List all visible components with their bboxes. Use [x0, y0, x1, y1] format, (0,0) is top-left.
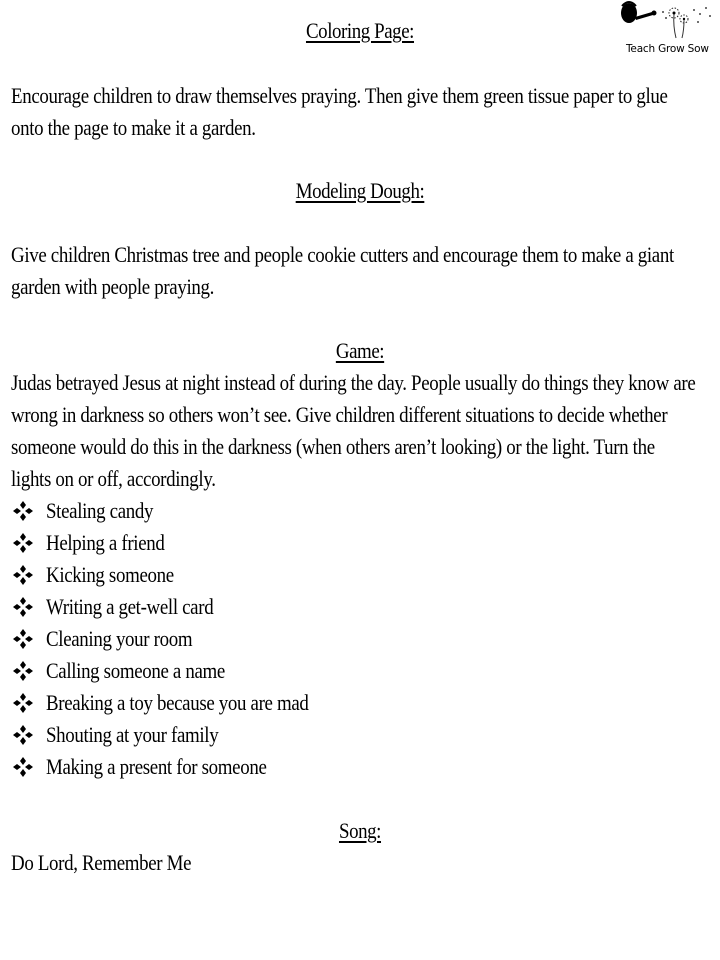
text-line: wrong in darkness so others won’t see. Give children different situations to decide whether	[11, 402, 668, 427]
text-line: Encourage children to draw themselves praying. Then give them green tissue paper to glue	[11, 83, 668, 108]
four-diamond-bullet-icon	[11, 563, 35, 587]
list-item	[11, 591, 351, 623]
list-item-label: Calling someone a name	[46, 658, 225, 683]
text-line: lights on or off, accordingly.	[11, 466, 216, 491]
text-line: Judas betrayed Jesus at night instead of during the day. People usually do things they know are	[11, 370, 696, 395]
four-diamond-bullet-icon	[11, 499, 35, 523]
game-heading: Game:	[335, 338, 385, 363]
four-diamond-bullet-icon	[11, 691, 35, 715]
list-item	[11, 495, 351, 527]
four-diamond-bullet-icon	[11, 531, 35, 555]
list-item-label: Shouting at your family	[46, 722, 219, 747]
song-heading: Song:	[338, 818, 382, 843]
coloring-page-heading: Coloring Page:	[305, 18, 415, 43]
modeling-dough-heading: Modeling Dough:	[295, 178, 425, 203]
list-item	[11, 623, 351, 655]
situation-list	[11, 495, 351, 783]
list-item	[11, 751, 351, 783]
four-diamond-bullet-icon	[11, 755, 35, 779]
list-item-label: Helping a friend	[46, 530, 165, 555]
list-item-label: Stealing candy	[46, 498, 154, 523]
game-text	[11, 367, 708, 495]
modeling-dough-text	[11, 239, 708, 303]
list-item-label: Kicking someone	[46, 562, 174, 587]
four-diamond-bullet-icon	[11, 595, 35, 619]
song-text	[11, 847, 708, 879]
list-item	[11, 719, 351, 751]
text-line: onto the page to make it a garden.	[11, 115, 256, 140]
list-item	[11, 655, 351, 687]
list-item-label: Breaking a toy because you are mad	[46, 690, 309, 715]
list-item	[11, 559, 351, 591]
four-diamond-bullet-icon	[11, 659, 35, 683]
logo-text: Teach Grow Sow	[626, 43, 709, 55]
list-item-label: Cleaning your room	[46, 626, 193, 651]
list-item-label: Writing a get-well card	[46, 594, 214, 619]
four-diamond-bullet-icon	[11, 723, 35, 747]
text-line: someone would do this in the darkness (when others aren’t looking) or the light. Turn the	[11, 434, 655, 459]
list-item	[11, 527, 351, 559]
four-diamond-bullet-icon	[11, 627, 35, 651]
text-line: garden with people praying.	[11, 274, 214, 299]
text-line: Give children Christmas tree and people cookie cutters and encourage them to make a giant	[11, 242, 674, 267]
list-item-label: Making a present for someone	[46, 754, 267, 779]
list-item	[11, 687, 351, 719]
text-line: Do Lord, Remember Me	[11, 850, 192, 875]
coloring-page-text	[11, 80, 708, 144]
